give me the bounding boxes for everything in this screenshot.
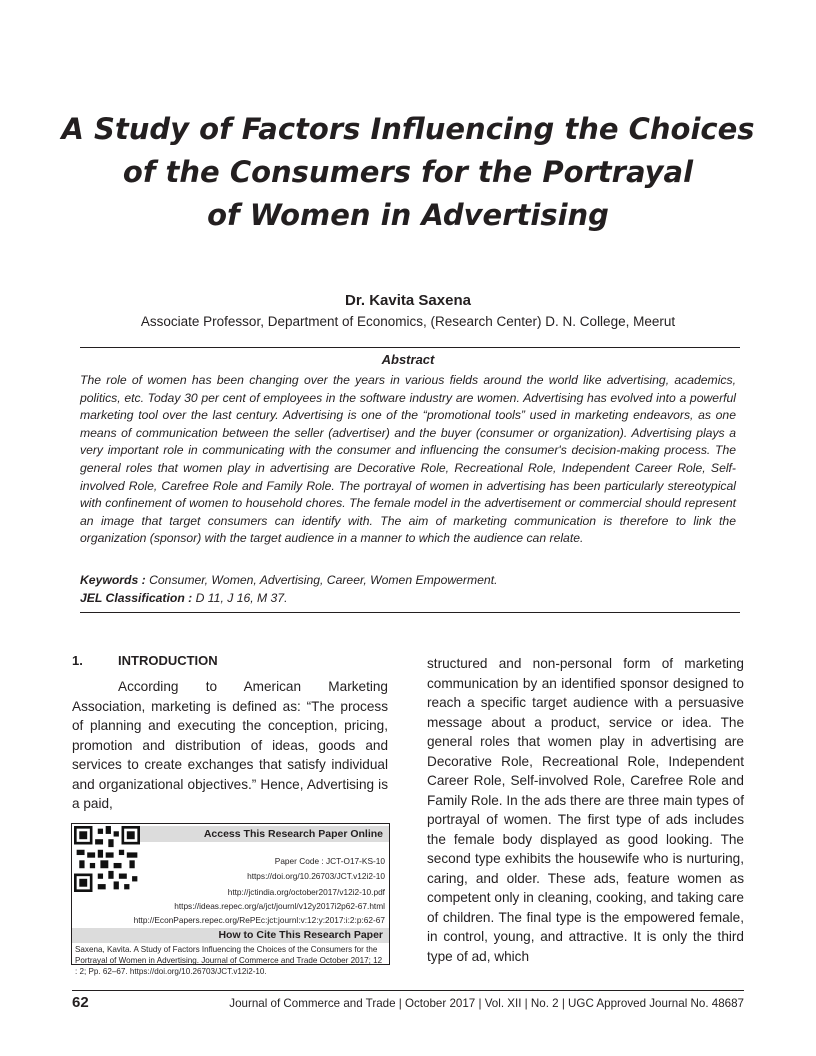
journal-footer: Journal of Commerce and Trade | October 2017 | Vol. XII | No. 2 | UGC Approved Journal No. 48687	[229, 997, 744, 1010]
abstract-body: The role of women has been changing over the years in various fields around the world like advertising, academics, politics, etc. Today 30 per cent of employees in the software industry are women. Advertising has evolved into a powerful marketing tool over the last century. Advertising is one of the “promotional tools” used in marketing endeavors, as one means of communication between the seller (advertiser) and the buyer (consumer or organization). Advertising plays a very important role in communicating with the consumer and influencing the consumer's decision-making process. The general roles that women play in advertising are Decorative Role, Recreational Role, Independent Career Role, Self-involved Role, Carefree Role and Family Role. The portrayal of women in advertising has been particularly stereotypical with confinement of women to household chores. The female model in the advertisement or commercial should represent an image that target consumers can identify with. The aim of marketing communication is therefore to link the organization (sponsor) with the target audience in a manner to which the audience can relate.	[80, 373, 736, 546]
repec-link[interactable]: https://ideas.repec.org/a/jct/journl/v12y2017i2p62-67.html	[174, 901, 385, 911]
access-heading: Access This Research Paper Online	[140, 826, 389, 842]
access-box	[71, 823, 390, 976]
column-right	[427, 654, 744, 966]
econpapers-link[interactable]: http://EconPapers.repec.org/RePEc:jct:journl:v:12:y:2017:i:2:p:62-67	[133, 915, 385, 925]
column-left	[72, 677, 388, 814]
qr-code-icon[interactable]	[74, 826, 140, 892]
jel-line	[80, 591, 740, 605]
intro-paragraph: According to American Marketing Association, marketing is defined as: “The process of planning and executing the conception, pricing, promotion and distribution of ideas, goods and services to create exchanges that satisfy individual and organizational objectives.” Hence, Advertising is a paid,	[72, 679, 388, 811]
title-line-1: A Study of Factors Influencing the Choices	[61, 112, 755, 146]
paper-title	[40, 108, 776, 237]
jel-label: JEL Classification :	[80, 591, 193, 605]
pdf-link[interactable]: http://jctindia.org/october2017/v12i2-10.pdf	[227, 887, 385, 897]
abstract-top-rule	[80, 347, 740, 348]
keywords-text: Consumer, Women, Advertising, Career, Women Empowerment.	[145, 573, 498, 587]
section-title: INTRODUCTION	[118, 653, 218, 668]
title-line-2: of the Consumers for the Portrayal	[122, 155, 694, 189]
author-name: Dr. Kavita Saxena	[345, 292, 471, 309]
cite-heading: How to Cite This Research Paper	[72, 928, 389, 943]
jel-text: D 11, J 16, M 37.	[192, 591, 288, 605]
page-number: 62	[72, 994, 89, 1011]
keywords-label: Keywords :	[80, 573, 146, 587]
footer-rule	[72, 990, 744, 991]
section-heading	[72, 653, 218, 668]
title-line-3: of Women in Advertising	[207, 198, 609, 232]
citation-text: Saxena, Kavita. A Study of Factors Influencing the Choices of the Consumers for the Portrayal of Women in Advertising. Journal of Commerce and Trade October 2017; 12 : 2; Pp. 62–67. https://doi.org/10.26703/JCT.v12i2-10.	[75, 945, 383, 976]
section-number: 1.	[72, 653, 83, 668]
continued-paragraph: structured and non-personal form of marketing communication by an identified sponsor designed to reach a specific target audience with a persuasive message about a product, service or idea. The general roles that women play in advertising are Decorative Role, Recreational Role, Independent Career Role, Self-involved Role, Carefree Role and Family Role. In the ads there are three main types of portrayal of women. The first type of ads includes the female body displayed as good looking. The second type exhibits the housewife who is nurturing, caring, and older. These ads, feature women as competent only in cleaning, cooking, and taking care of children. The final type is the empowered female, in control, young, and attractive. It is only the third type of ad, which	[427, 656, 744, 964]
keywords-line	[80, 573, 740, 587]
abstract-bottom-rule	[80, 612, 740, 613]
doi-link[interactable]: https://doi.org/10.26703/JCT.v12i2-10	[247, 871, 385, 881]
abstract-heading: Abstract	[381, 352, 435, 367]
paper-code: Paper Code : JCT-O17-KS-10	[274, 856, 385, 866]
author-affiliation: Associate Professor, Department of Economics, (Research Center) D. N. College, Meerut	[140, 314, 676, 329]
